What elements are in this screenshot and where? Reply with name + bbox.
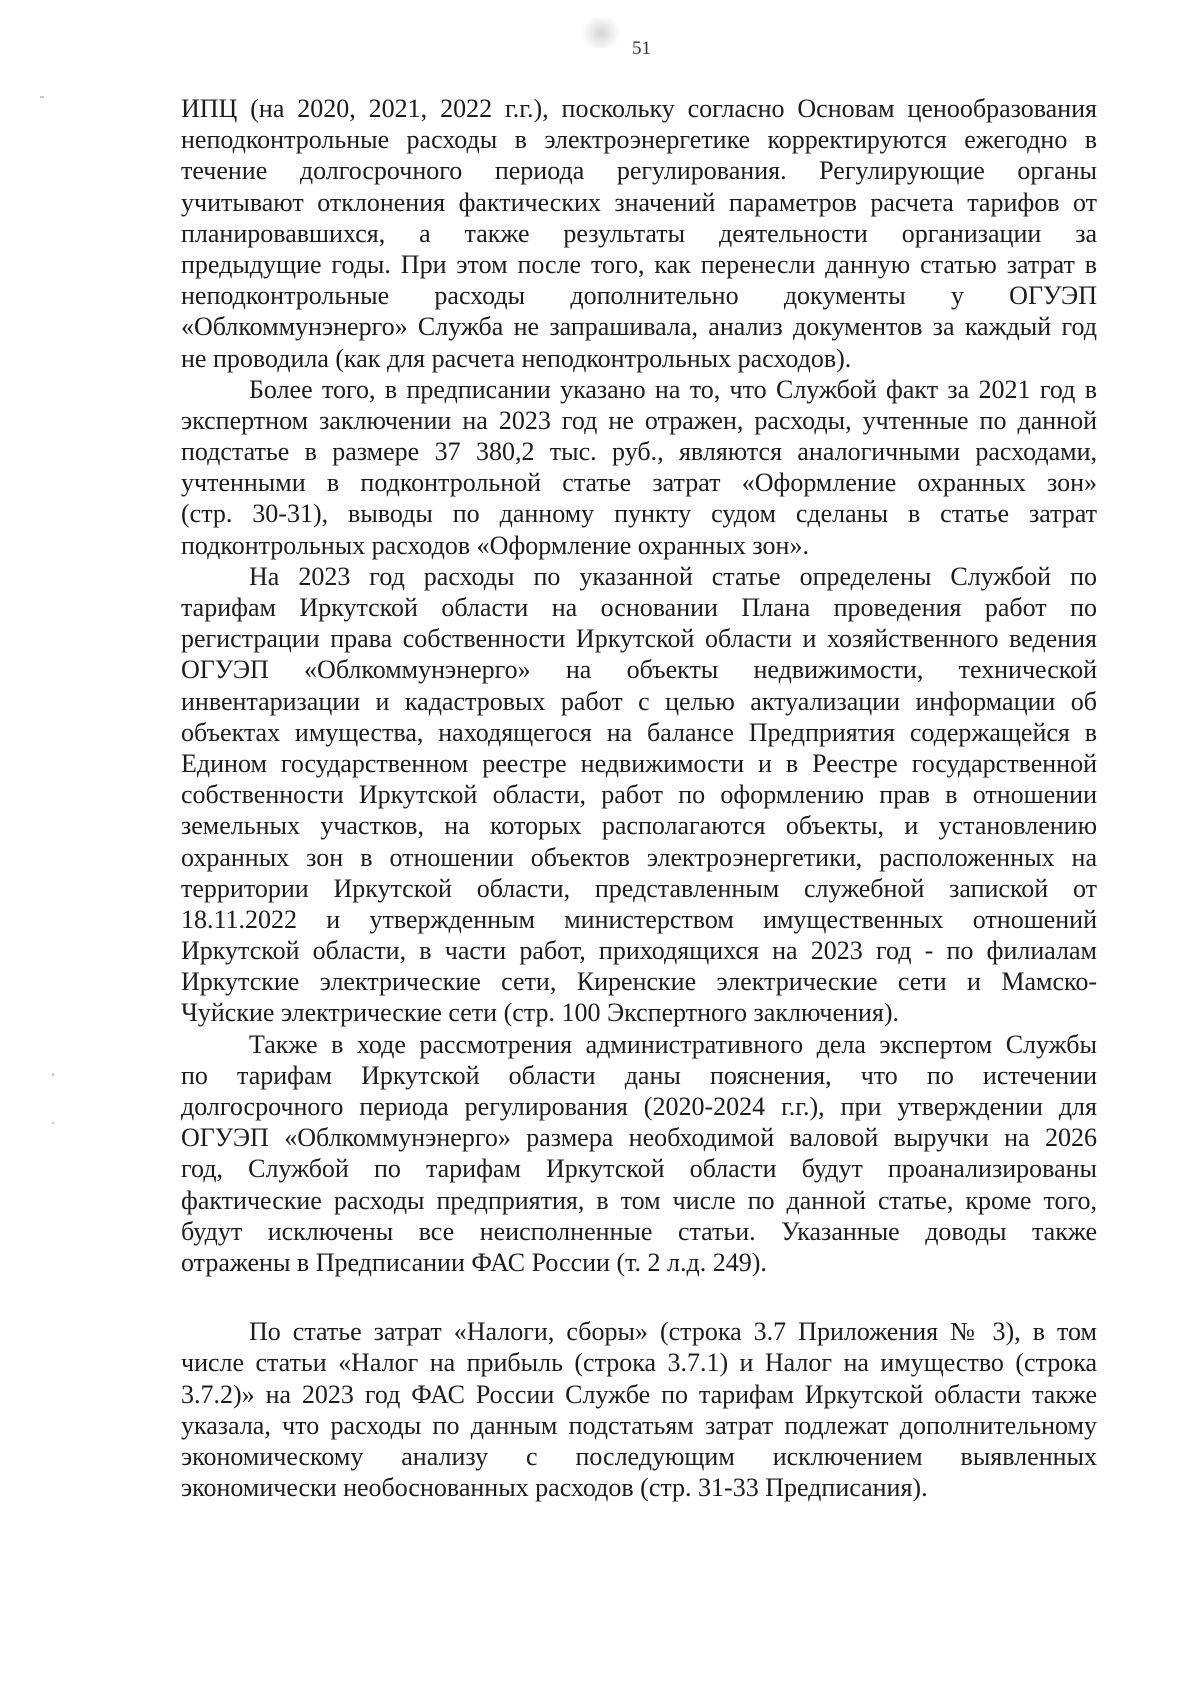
page-number: 51 [632,38,651,59]
text-line: территории Иркутской области, представленным служебной запиской от [181,873,1097,903]
text-line: Иркутские электрические сети, Киренские электрические сети и Мамско- [181,967,1097,997]
text-line: экспертном заключении на 2023 год не отражен, расходы, учтенные по данной [181,405,1097,435]
text-line: ОГУЭП «Облкоммунэнерго» на объекты недвижимости, технической [181,655,1097,685]
text-line: По статье затрат «Налоги, сборы» (строка 3.7 Приложения № 3), в том [249,1317,1097,1347]
text-line: год, Службой по тарифам Иркутской области будут проанализированы [181,1154,1097,1184]
text-line: объектах имущества, находящегося на балансе Предприятия содержащейся в [181,717,1097,747]
text-line: планировавшихся, а также результаты деятельности организации за [181,218,1097,248]
text-line: долгосрочного периода регулирования (2020-2024 г.г.), при утверждении для [181,1092,1097,1121]
text-line: течение долгосрочного периода регулирования. Регулирующие органы [181,156,1097,186]
scan-speck [52,1122,54,1124]
text-line: 3.7.2)» на 2023 год ФАС России Службе по тарифам Иркутской области также [181,1379,1097,1409]
text-line: указала, что расходы по данным подстатьям затрат подлежат дополнительному [181,1410,1097,1440]
text-line: 18.11.2022 и утвержденным министерством имущественных отношений [181,904,1097,934]
text-line: отражены в Предписании ФАС России (т. 2 л.д. 249). [181,1247,767,1277]
text-line: Также в ходе рассмотрения административного дела экспертом Службы [249,1029,1097,1059]
text-line: подконтрольных расходов «Оформление охранных зон». [181,530,809,560]
paragraph-spacer [181,1278,1097,1316]
text-line: инвентаризации и кадастровых работ с целью актуализации информации об [181,686,1097,716]
text-line: экономическому анализу с последующим исключением выявленных [181,1441,1097,1471]
scan-smudge [578,18,624,48]
paragraph-continuation [181,93,1097,374]
text-line: «Облкоммунэнерго» Служба не запрашивала, анализ документов за каждый год [181,312,1097,342]
text-line: не проводила (как для расчета неподконтрольных расходов). [181,343,852,373]
text-line: учтенными в подконтрольной статье затрат «Оформление охранных зон» [181,468,1097,498]
text-line: неподконтрольные расходы дополнительно документы у ОГУЭП [181,281,1097,311]
text-line: ОГУЭП «Облкоммунэнерго» размера необходимой валовой выручки на 2026 [181,1123,1097,1153]
text-line: будут исключены все неисполненные статьи. Указанные доводы также [181,1216,1097,1246]
text-line: фактические расходы предприятия, в том числе по данной статье, кроме того, [181,1185,1097,1215]
scan-speck [40,96,44,98]
text-line: по тарифам Иркутской области даны пояснения, что по истечении [181,1060,1097,1090]
text-line: экономически необоснованных расходов (стр. 31-33 Предписания). [181,1473,928,1503]
text-line: земельных участков, на которых располагаются объекты, и установлению [181,811,1097,841]
text-line: Более того, в предписании указано на то, что Службой факт за 2021 год в [249,374,1097,404]
paragraph-expert-explanation [181,1029,1097,1279]
text-line: регистрации права собственности Иркутской области и хозяйственного ведения [181,624,1097,654]
text-line: На 2023 год расходы по указанной статье определены Службой по [249,561,1097,591]
text-line: числе статьи «Налог на прибыль (строка 3.7.1) и Налог на имущество (строка [181,1348,1097,1378]
text-line: учитывают отклонения фактических значений параметров расчета тарифов от [181,187,1097,217]
text-line: (стр. 30-31), выводы по данному пункту судом сделаны в статье затрат [181,499,1097,529]
text-line: охранных зон в отношении объектов электроэнергетики, расположенных на [181,842,1097,872]
text-line: Чуйские электрические сети (стр. 100 Экспертного заключения). [181,998,899,1028]
text-line: предыдущие годы. При этом после того, как перенесли данную статью затрат в [181,249,1097,279]
paragraph-taxes [181,1316,1097,1503]
text-line: ИПЦ (на 2020, 2021, 2022 г.г.), поскольку согласно Основам ценообразования [181,94,1097,123]
text-line: неподконтрольные расходы в электроэнергетике корректируются ежегодно в [181,125,1097,155]
text-line: тарифам Иркутской области на основании Плана проведения работ по [181,593,1097,622]
document-body [181,93,1097,1503]
paragraph-2023-expenses [181,561,1097,1029]
text-line: подстатье в размере 37 380,2 тыс. руб., являются аналогичными расходами, [181,437,1097,467]
paragraph-prescription [181,374,1097,561]
text-line: Едином государственном реестре недвижимости и в Реестре государственной [181,748,1097,778]
text-line: Иркутской области, в части работ, приходящихся на 2023 год - по филиалам [181,936,1097,966]
text-line: собственности Иркутской области, работ по оформлению прав в отношении [181,780,1097,810]
scan-speck [52,1073,54,1076]
